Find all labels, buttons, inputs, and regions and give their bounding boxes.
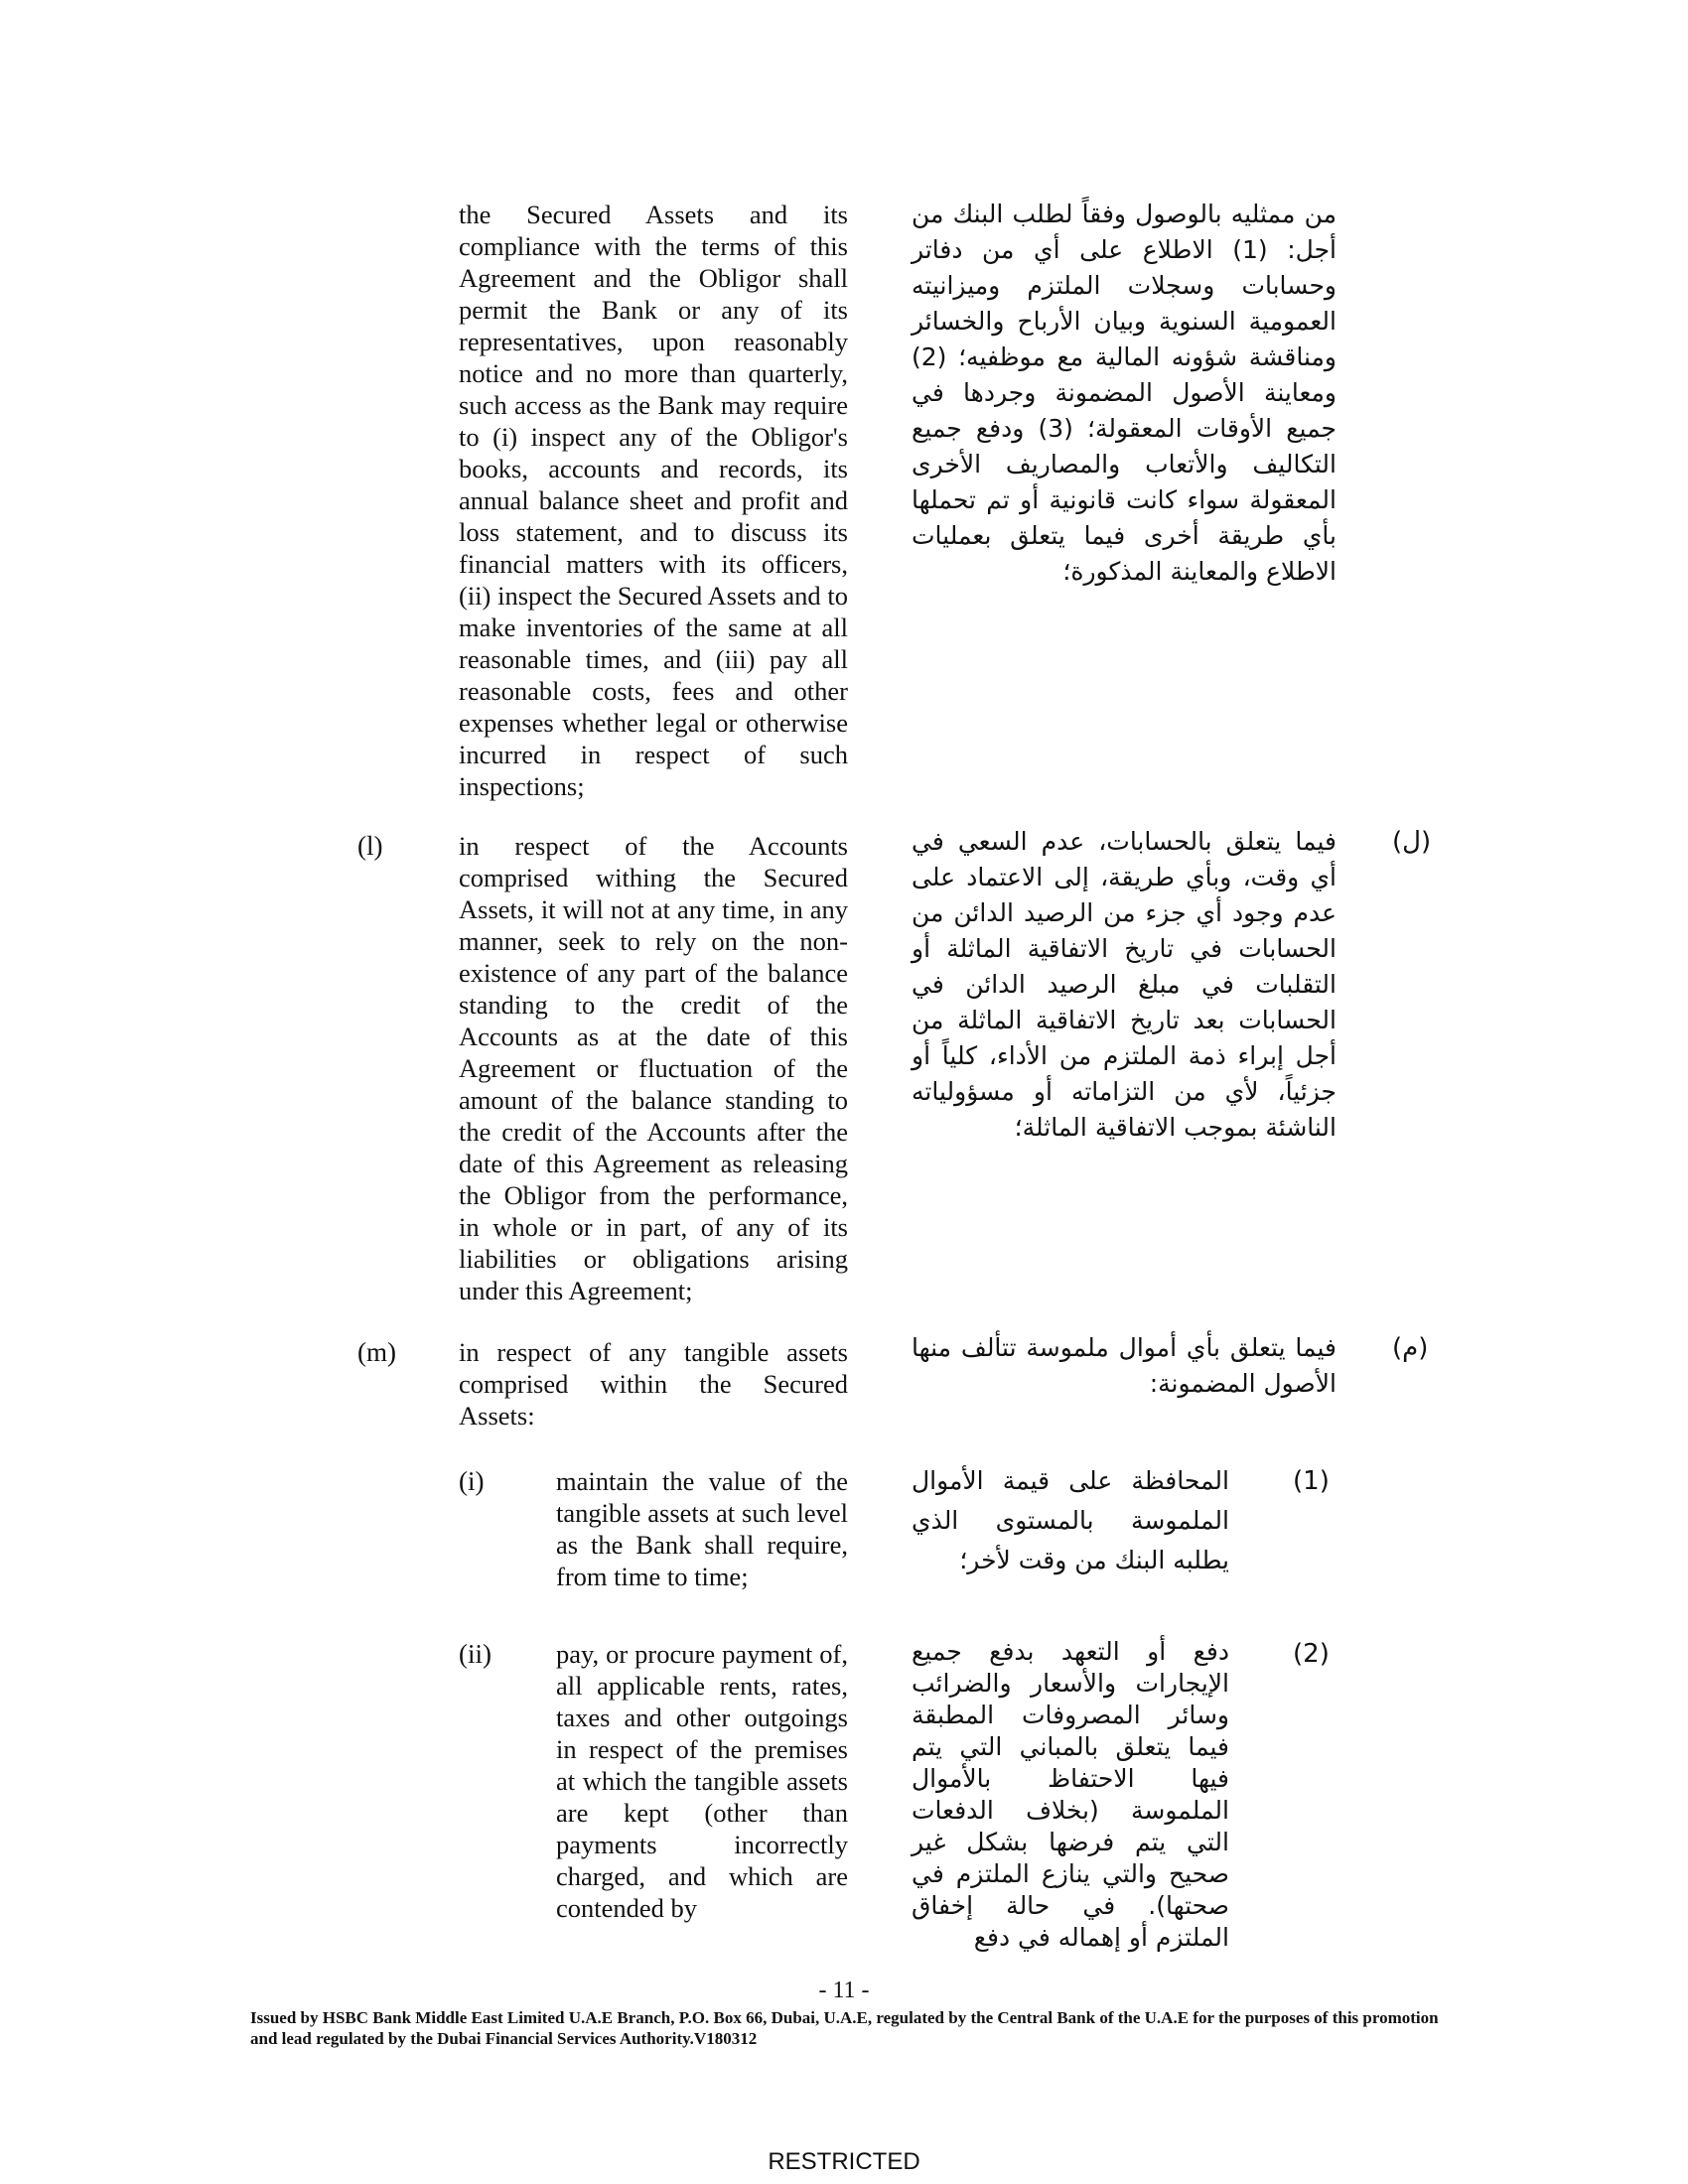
sub-ii-text-ar: دفع أو التعهد بدفع جميع الإيجارات والأسعار والضرائب وسائر المصروفات المطبقة فيما يتعلق بالمباني التي يتم فيها الاحتفاظ بالأموال الملموسة (بخلاف الدفعات التي يتم فرضها بشكل غير صحيح والتي ينازع الملتزم في صحتها). في حالة إخفاق الملتزم أو إهماله في دفع [912, 1637, 1229, 1952]
clause-l-text-en: in respect of the Accounts comprised withing the Secured Assets, it will not at any time, in any manner, seek to rely on the non-existence of any part of the balance standing to the credit of the Accounts as at the date of this Agreement or fluctuation of the amount of the balance standing to the credit of the Accounts after the date of this Agreement as releasing the Obligor from the performance, in whole or in part, of any of its liabilities or obligations arising under this Agreement; [459, 831, 848, 1305]
sub-ii-marker-ar: (2) [1293, 1639, 1330, 1669]
sub-i-marker-ar: (1) [1293, 1466, 1330, 1496]
sub-i-text-ar: المحافظة على قيمة الأموال الملموسة بالمستوى الذي يطلبه البنك من وقت لأخر؛ [912, 1466, 1229, 1574]
sub-i-marker-en: (i) [459, 1466, 485, 1496]
sub-ii-marker-en: (ii) [459, 1639, 492, 1669]
continuation-text-ar: من ممثليه بالوصول وفقاً لطلب البنك من أجل: (1) الاطلاع على أي من دفاتر وحسابات وسجلات الملتزم وميزانيته العمومية السنوية وبيان الأرباح والخسائر ومناقشة شؤونه المالية مع موظفيه؛ (2) ومعاينة الأصول المضمونة وجردها في جميع الأوقات المعقولة؛ (3) ودفع جميع التكاليف والأتعاب والمصاريف الأخرى المعقولة سواء كانت قانونية أو تم تحملها بأي طريقة أخرى فيما يتعلق بعمليات الاطلاع والمعاينة المذكورة؛ [912, 200, 1336, 586]
clause-m-marker-en: (m) [357, 1337, 396, 1367]
clause-l-text-ar: فيما يتعلق بالحسابات، عدم السعي في أي وقت، وبأي طريقة، إلى الاعتماد على عدم وجود أي جزء من الرصيد الدائن من الحسابات في تاريخ الاتفاقية الماثلة أو التقلبات في مبلغ الرصيد الدائن في الحسابات بعد تاريخ الاتفاقية الماثلة من أجل إبراء ذمة الملتزم من الأداء، كلياً أو جزئياً، لأي من التزاماته أو مسؤولياته الناشئة بموجب الاتفاقية الماثلة؛ [912, 827, 1336, 1142]
continuation-text-en: the Secured Assets and its compliance with the terms of this Agreement and the Obligor shall permit the Bank or any of its representatives, upon reasonably notice and no more than quarterly, such access as the Bank may require to (i) inspect any of the Obligor's books, accounts and records, its annual balance sheet and profit and loss statement, and to discuss its financial matters with its officers, (ii) inspect the Secured Assets and to make inventories of the same at all reasonable times, and (iii) pay all reasonable costs, fees and other expenses whether legal or otherwise incurred in respect of such inspections; [459, 200, 848, 801]
clause-m-marker-ar: (م) [1392, 1333, 1429, 1363]
clause-m-text-en: in respect of any tangible assets comprised within the Secured Assets: [459, 1337, 848, 1431]
page-number: - 11 - [818, 1978, 870, 2003]
issuer-notice: Issued by HSBC Bank Middle East Limited U.A.E Branch, P.O. Box 66, Dubai, U.A.E, regulated by the Central Bank of the U.A.E for the purposes of this promotion and lead regulated by the Dubai Financial Services Authority.V180312 [250, 2008, 1439, 2048]
clause-l-marker-ar: (ل) [1392, 827, 1432, 857]
sub-i-text-en: maintain the value of the tangible assets at such level as the Bank shall require, from time to time; [556, 1466, 848, 1591]
classification-label: RESTRICTED [768, 2148, 920, 2175]
sub-ii-text-en: pay, or procure payment of, all applicable rents, rates, taxes and other outgoings in respect of the premises at which the tangible assets are kept (other than payments incorrectly charged, and which are contended by [556, 1639, 848, 1923]
clause-m-text-ar: فيما يتعلق بأي أموال ملموسة تتألف منها الأصول المضمونة: [912, 1333, 1336, 1398]
clause-l-marker-en: (l) [357, 831, 383, 861]
